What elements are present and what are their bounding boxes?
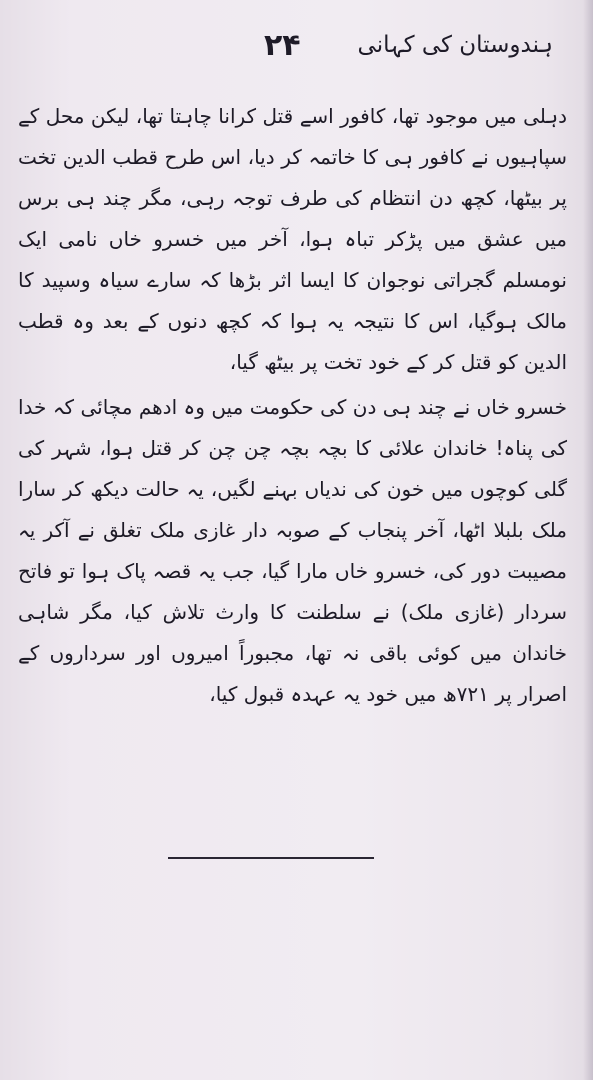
body-text bbox=[18, 96, 567, 715]
page-edge-shadow bbox=[583, 0, 593, 1080]
page-header bbox=[40, 22, 553, 78]
page-number: ۲۴ bbox=[264, 28, 301, 63]
section-divider-rule bbox=[168, 857, 374, 859]
paragraph-2: خسرو خاں نے چند ہی دن کی حکومت میں وہ ادھم مچائی کہ خدا کی پناہ! خاندان علائی کا بچہ بچہ چن چن کر قتل ہوا، شہر کی گلی کوچوں میں خون کی ندیاں بہنے لگیں، یہ حالت دیکھ کر سارا ملک بلبلا اٹھا، آخر پنجاب کے صوبہ دار غازی ملک تغلق نے آکر یہ مصیبت دور کی، خسرو خاں مارا گیا، جب یہ قصہ پاک ہوا تو فاتح سردار (غازی ملک) نے سلطنت کا وارث تلاش کیا، مگر شاہی خاندان میں کوئی باقی نہ تھا، مجبوراً امیروں اور سرداروں کے اصرار پر ۷۲۱ھ میں خود یہ عہدہ قبول کیا، bbox=[18, 395, 567, 706]
paragraph-1: دہلی میں موجود تھا، کافور اسے قتل کرانا چاہتا تھا، لیکن محل کے سپاہیوں نے کافور ہی کا خاتمہ کر دیا، اس طرح قطب الدین تخت پر بیٹھا، کچھ دن انتظام کی طرف توجہ رہی، مگر چند ہی برس میں عشق میں پڑکر تباہ ہوا، آخر میں خسرو خاں نامی ایک نومسلم گجراتی نوجوان کا ایسا اثر بڑھا کہ سارے سیاہ وسپید کا مالک ہوگیا، اس کا نتیجہ یہ ہوا کہ کچھ دنوں کے بعد وہ قطب الدین کو قتل کر کے خود تخت پر بیٹھ گیا، bbox=[18, 104, 567, 374]
running-title: ہندوستان کی کہانی bbox=[357, 32, 553, 58]
